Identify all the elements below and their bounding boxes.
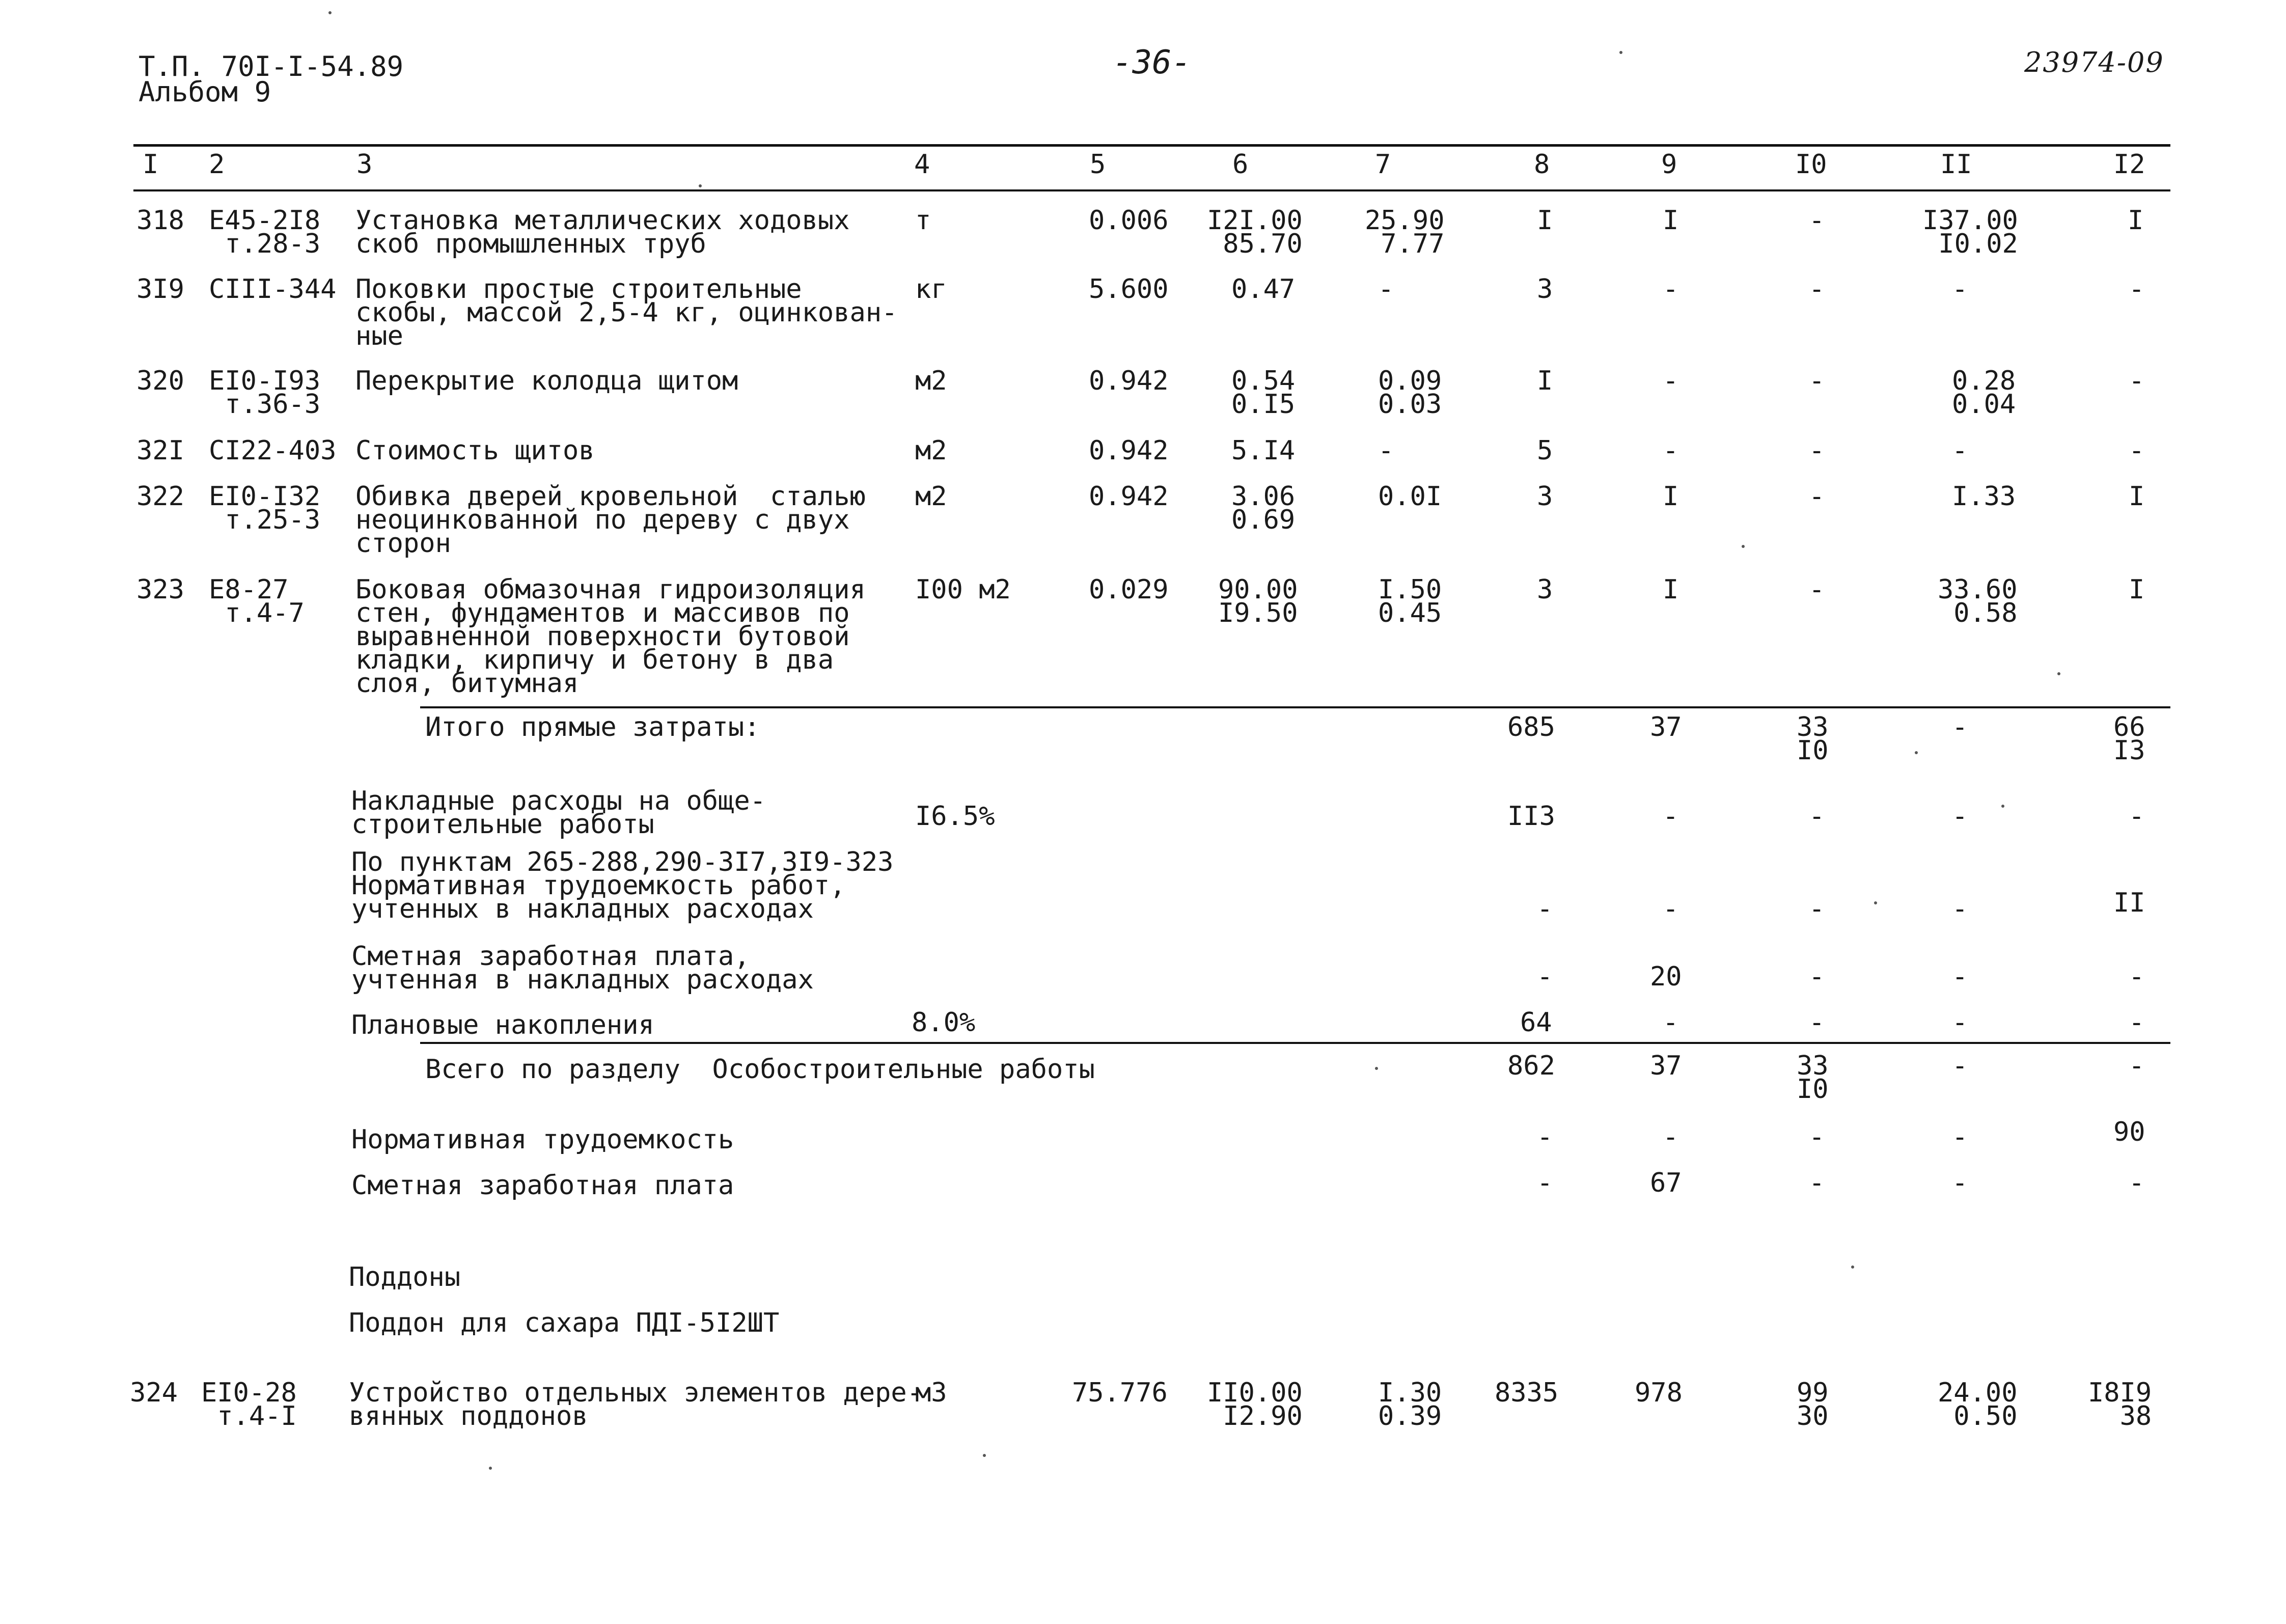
col-header-7: 7 (1375, 149, 1391, 180)
album-label: Альбом 9 (139, 76, 271, 108)
row-col12: I (2128, 205, 2144, 236)
row-quantity: 0.006 (1089, 205, 1169, 236)
subtotal-rule (420, 706, 2170, 708)
total-col11: - (1952, 1007, 1968, 1038)
row-description: Перекрытие колодца щитом (355, 366, 738, 396)
total-col9: - (1663, 801, 1679, 832)
total-col10: - (1809, 1007, 1825, 1038)
scan-speck (1742, 545, 1745, 548)
row-col6: 0.54 0.I5 (1231, 366, 1296, 420)
row-unit: м2 (915, 435, 947, 466)
row-col7: - (1378, 435, 1394, 466)
row-unit: м2 (915, 481, 947, 512)
row-unit: I00 м2 (915, 574, 1011, 605)
total-label: Нормативная трудоемкость (351, 1124, 734, 1155)
table-top-rule (133, 144, 2170, 147)
row-col7: 25.90 7.77 (1365, 205, 1445, 259)
row-col12: I8I9 38 (2088, 1378, 2152, 1432)
scan-speck (2001, 805, 2004, 808)
row-code: CIII-344 (209, 274, 337, 305)
total-label: По пунктам 265-288,290-3I7,3I9-323 Нормативная трудоемкость работ, учтенных в накладных расходах (351, 847, 894, 924)
total-col8: - (1537, 961, 1553, 992)
total-col10: - (1809, 1122, 1825, 1152)
total-col9: 37 (1650, 712, 1682, 742)
total-col9: 20 (1650, 961, 1682, 992)
row-number: 3I9 (136, 274, 184, 305)
scan-speck (699, 184, 702, 187)
total-col12: II (2113, 888, 2145, 918)
row-col8: 3 (1537, 481, 1553, 512)
row-col7: - (1378, 274, 1394, 305)
total-col9: - (1663, 1122, 1679, 1152)
row-col10: 99 30 (1797, 1378, 1829, 1432)
row-col11: I37.00 I0.02 (1922, 205, 2018, 259)
row-col12: I (2129, 574, 2145, 605)
total-col9: 37 (1650, 1051, 1682, 1081)
total-percent: 8.0% (912, 1007, 976, 1038)
row-col7: 0.09 0.03 (1378, 366, 1442, 420)
row-code: EI0-I32 т.25-3 (209, 481, 321, 535)
scan-speck (983, 1454, 986, 1457)
total-col11: - (1952, 1122, 1968, 1152)
total-col11: - (1952, 712, 1968, 742)
row-col12: - (2129, 366, 2145, 396)
row-col8: 3 (1537, 574, 1553, 605)
total-col8: - (1537, 1168, 1553, 1198)
row-col9: I (1663, 574, 1679, 605)
total-col12: 90 (2113, 1117, 2145, 1147)
total-col11: - (1952, 894, 1968, 924)
row-quantity: 0.942 (1089, 366, 1169, 396)
col-header-4: 4 (914, 149, 930, 180)
row-quantity: 0.942 (1089, 481, 1169, 512)
row-col6: 0.47 (1231, 274, 1296, 305)
row-description: Стоимость щитов (355, 435, 595, 466)
total-col11: - (1952, 961, 1968, 992)
row-unit: м2 (915, 366, 947, 396)
col-header-9: 9 (1661, 149, 1677, 180)
row-code: E8-27 т.4-7 (209, 574, 305, 628)
page-number: -36- (1113, 44, 1192, 81)
total-label: Сметная заработная плата, учтенная в накладных расходах (351, 941, 814, 995)
row-description: Боковая обмазочная гидроизоляция стен, фундаментов и массивов по выравненной поверхности бутовой кладки, кирпичу и бетону в два слоя, битумная (355, 574, 866, 699)
row-quantity: 75.776 (1072, 1378, 1168, 1408)
row-col8: 5 (1537, 435, 1553, 466)
col-header-5: 5 (1090, 149, 1106, 180)
total-label: Всего по разделу Особостроительные работы (425, 1054, 1095, 1085)
total-col9: - (1663, 1007, 1679, 1038)
row-code: EI0-28 т.4-I (201, 1378, 297, 1432)
total-col8: II3 (1507, 801, 1555, 832)
row-col10: - (1809, 205, 1825, 236)
row-col9: I (1663, 481, 1679, 512)
row-col11: 24.00 0.50 (1938, 1378, 2018, 1432)
row-unit: кг (915, 274, 947, 305)
scan-speck (2057, 672, 2060, 675)
row-number: 322 (136, 481, 184, 512)
col-header-12: I2 (2113, 149, 2145, 180)
total-col10: 33 I0 (1797, 712, 1829, 766)
total-col11: - (1952, 1168, 1968, 1198)
total-col8: - (1537, 894, 1553, 924)
total-col10: - (1809, 801, 1825, 832)
template-number: Т.П. 70I-I-54.89 (139, 50, 404, 82)
document-number: 23974-09 (2024, 46, 2164, 78)
row-col8: I (1537, 205, 1553, 236)
row-col11: 33.60 0.58 (1938, 574, 2018, 628)
total-label: Накладные расходы на обще- строительные работы (351, 786, 766, 840)
total-col12: - (2129, 801, 2145, 832)
row-col11: 0.28 0.04 (1952, 366, 2016, 420)
row-code: CI22-403 (209, 435, 337, 466)
scan-speck (1851, 1265, 1854, 1269)
total-col11: - (1952, 801, 1968, 832)
col-header-11: II (1940, 149, 1972, 180)
row-col11: - (1952, 274, 1968, 305)
row-quantity: 0.942 (1089, 435, 1169, 466)
total-col9: 67 (1650, 1168, 1682, 1198)
scan-speck (1375, 1067, 1378, 1070)
total-col12: 66 I3 (2113, 712, 2145, 766)
row-col7: I.50 0.45 (1378, 574, 1442, 628)
row-col9: - (1663, 274, 1679, 305)
section-title: Поддоны (349, 1262, 461, 1292)
row-quantity: 5.600 (1089, 274, 1169, 305)
row-code: E45-2I8 т.28-3 (209, 205, 321, 259)
total-col12: - (2129, 1007, 2145, 1038)
total-col8: 64 (1520, 1007, 1552, 1038)
scan-speck (1619, 51, 1622, 54)
row-col11: - (1952, 435, 1968, 466)
row-col11: I.33 (1952, 481, 2016, 512)
row-description: Устройство отдельных элементов дере- вянных поддонов (349, 1378, 923, 1432)
row-col6: 90.00 I9.50 (1218, 574, 1298, 628)
col-header-8: 8 (1534, 149, 1550, 180)
total-col8: 862 (1507, 1051, 1555, 1081)
section-subtitle: Поддон для сахара ПДI-5I2ШТ (349, 1308, 780, 1338)
row-col9: - (1663, 435, 1679, 466)
row-number: 32I (136, 435, 184, 466)
row-number: 323 (136, 574, 184, 605)
row-col8: 3 (1537, 274, 1553, 305)
total-col9: - (1663, 894, 1679, 924)
total-col12: - (2129, 1168, 2145, 1198)
total-label: Итого прямые затраты: (425, 712, 760, 742)
col-header-6: 6 (1232, 149, 1249, 180)
row-col10: - (1809, 366, 1825, 396)
row-col6: II0.00 I2.90 (1207, 1378, 1303, 1432)
row-col6: 3.06 0.69 (1231, 481, 1296, 535)
row-description: Поковки простые строительные скобы, массой 2,5-4 кг, оцинкован- ные (355, 274, 898, 351)
row-col9: I (1663, 205, 1679, 236)
row-col8: I (1537, 366, 1553, 396)
row-number: 324 (130, 1378, 178, 1408)
row-col12: - (2129, 274, 2145, 305)
row-col6: 5.I4 (1231, 435, 1296, 466)
row-col10: - (1809, 435, 1825, 466)
col-header-2: 2 (209, 149, 225, 180)
row-description: Установка металлических ходовых скоб промышленных труб (355, 205, 850, 259)
row-unit: м3 (915, 1378, 947, 1408)
total-percent: I6.5% (915, 801, 995, 832)
scan-speck (1874, 901, 1877, 904)
section-total-rule (420, 1042, 2170, 1044)
row-col12: - (2129, 435, 2145, 466)
row-col6: I2I.00 85.70 (1207, 205, 1303, 259)
col-header-3: 3 (356, 149, 373, 180)
row-col10: - (1809, 274, 1825, 305)
row-col9: 978 (1635, 1378, 1683, 1408)
scan-speck (489, 1467, 492, 1470)
total-col8: - (1537, 1122, 1553, 1152)
total-label: Плановые накопления (351, 1010, 654, 1040)
row-col12: I (2129, 481, 2145, 512)
row-number: 320 (136, 366, 184, 396)
total-col10: 33 I0 (1797, 1051, 1829, 1105)
row-col7: I.30 0.39 (1378, 1378, 1442, 1432)
row-unit: т (915, 205, 931, 236)
row-col10: - (1809, 574, 1825, 605)
total-label: Сметная заработная плата (351, 1170, 734, 1201)
total-col12: - (2129, 1051, 2145, 1081)
total-col11: - (1952, 1051, 1968, 1081)
row-number: 318 (136, 205, 184, 236)
table-header-rule (133, 189, 2170, 191)
total-col12: - (2129, 961, 2145, 992)
row-code: EI0-I93 т.36-3 (209, 366, 321, 420)
total-col10: - (1809, 1168, 1825, 1198)
row-quantity: 0.029 (1089, 574, 1169, 605)
total-col8: 685 (1507, 712, 1555, 742)
total-col10: - (1809, 894, 1825, 924)
scan-speck (1915, 751, 1918, 754)
row-description: Обивка дверей кровельной сталью неоцинкованной по дереву с двух сторон (355, 481, 866, 559)
col-header-10: I0 (1795, 149, 1827, 180)
row-col7: 0.0I (1378, 481, 1442, 512)
scan-speck (328, 11, 332, 14)
row-col10: - (1809, 481, 1825, 512)
row-col9: - (1663, 366, 1679, 396)
row-col8: 8335 (1495, 1378, 1559, 1408)
total-col10: - (1809, 961, 1825, 992)
col-header-1: I (143, 149, 159, 180)
